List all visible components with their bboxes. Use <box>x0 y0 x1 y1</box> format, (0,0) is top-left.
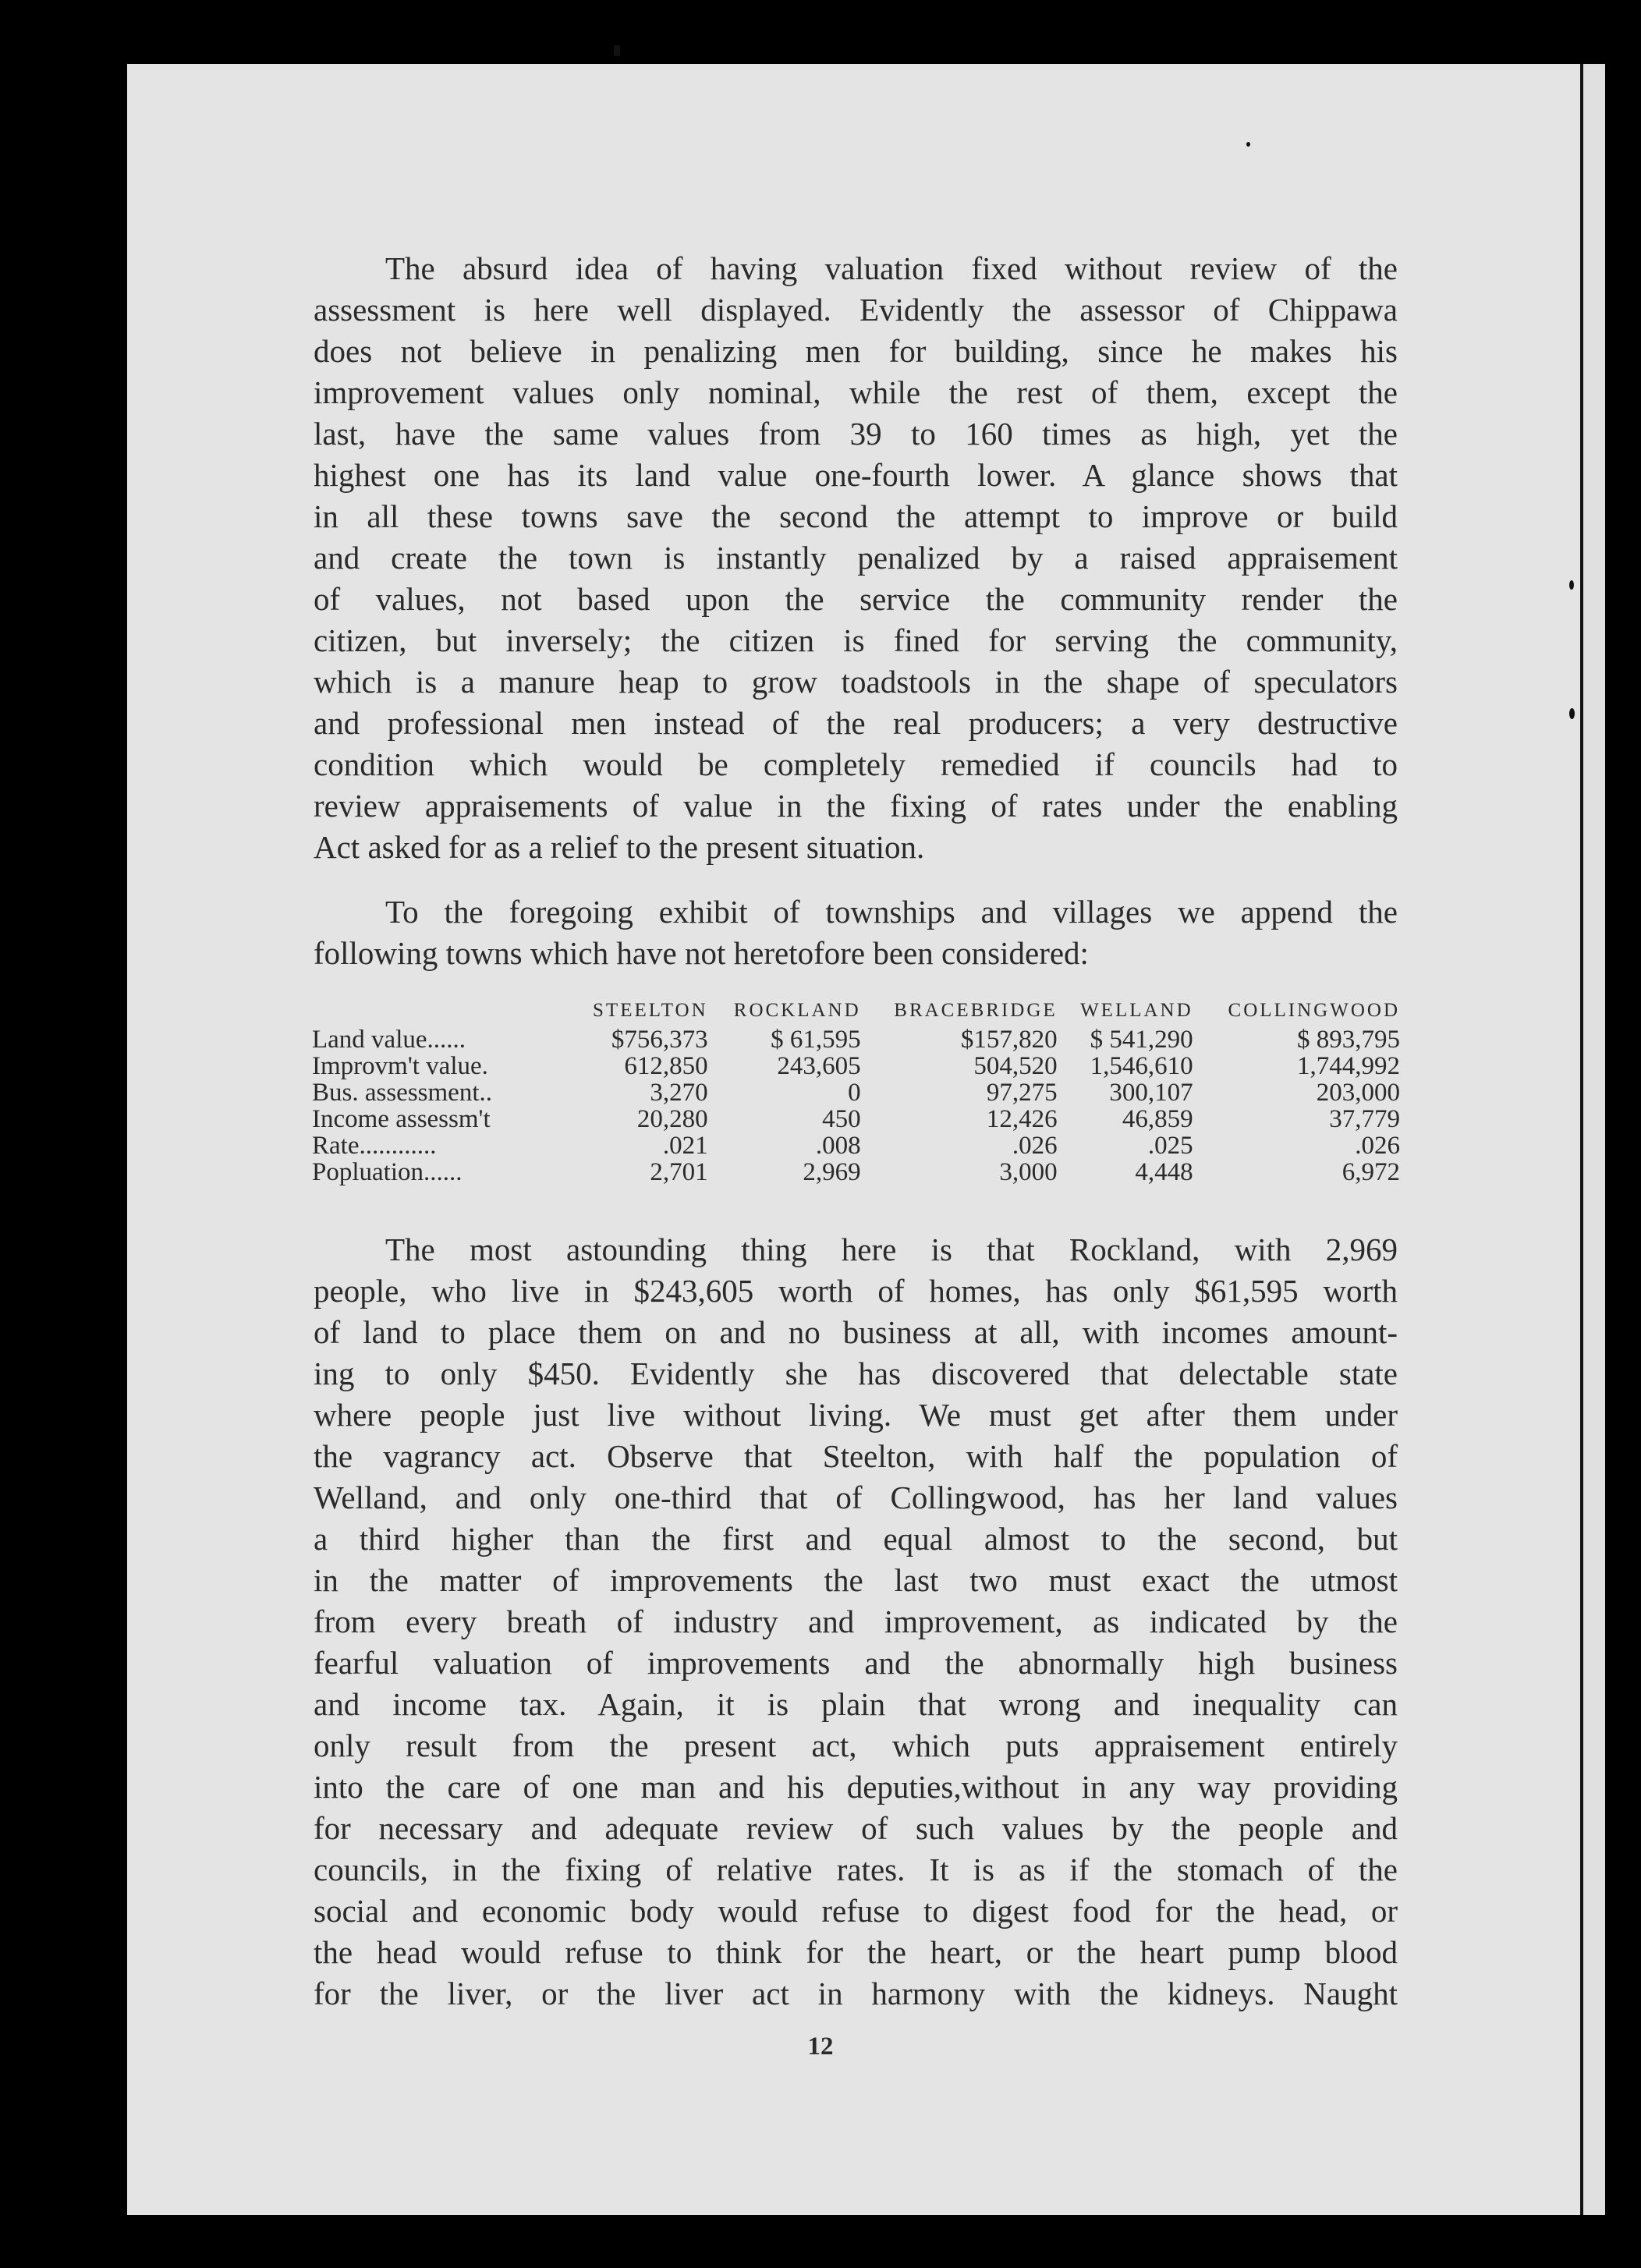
paragraph-1 <box>314 248 1398 868</box>
text-line: of land to place them on and no business at all, with incomes amount- <box>314 1314 1398 1350</box>
text-line: and income tax. Again, it is plain that wrong and inequality can <box>314 1686 1398 1722</box>
text-line: the vagrancy act. Observe that Steelton, with half the population of <box>314 1438 1398 1474</box>
table-cell: 612,850 <box>624 1052 708 1080</box>
text-line: citizen, but inversely; the citizen is fined for serving the community, <box>314 622 1398 658</box>
text-line: condition which would be completely remedied if councils had to <box>314 746 1398 782</box>
column-header: ROCKLAND <box>733 1000 861 1021</box>
table-cell: 3,000 <box>999 1158 1058 1186</box>
column-header: BRACEBRIDGE <box>894 1000 1058 1021</box>
scan-speck <box>1569 708 1575 719</box>
text-line: of values, not based upon the service the community render the <box>314 581 1398 617</box>
text-line: To the foregoing exhibit of townships and villages we append the <box>385 894 1398 930</box>
table-cell: 2,701 <box>650 1158 708 1186</box>
table-cell: 450 <box>822 1105 861 1133</box>
table-row <box>312 1053 1400 1079</box>
row-label: Popluation...... <box>312 1158 463 1186</box>
table-cell: 20,280 <box>636 1105 708 1133</box>
row-label: Land value...... <box>312 1026 466 1054</box>
adjacent-page-edge <box>1583 64 1605 2215</box>
table-cell: $ 61,595 <box>771 1026 861 1054</box>
table-cell: .026 <box>1012 1132 1058 1160</box>
table-cell: $ 541,290 <box>1090 1026 1193 1054</box>
row-label: Bus. assessment.. <box>312 1079 492 1107</box>
scan-speck <box>1569 580 1574 590</box>
table-cell: 37,779 <box>1329 1105 1400 1133</box>
table-cell: 0 <box>848 1079 861 1107</box>
text-line: for necessary and adequate review of such values by the people and <box>314 1810 1398 1846</box>
table-row <box>312 1159 1400 1185</box>
table-row <box>312 1106 1400 1132</box>
table-cell: 203,000 <box>1316 1079 1400 1107</box>
table-cell: .026 <box>1355 1132 1400 1160</box>
text-line: highest one has its land value one-fourth lower. A glance shows that <box>314 457 1398 493</box>
text-line: last, have the same values from 39 to 160 times as high, yet the <box>314 416 1398 452</box>
text-line: for the liver, or the liver act in harmony with the kidneys. Naught <box>314 1976 1398 2011</box>
text-line: fearful valuation of improvements and the abnormally high business <box>314 1645 1398 1681</box>
table-cell: 1,546,610 <box>1090 1052 1193 1080</box>
scan-speck <box>614 45 620 56</box>
text-line: improvement values only nominal, while the rest of them, except the <box>314 374 1398 410</box>
table-cell: $756,373 <box>611 1026 708 1054</box>
paragraph-3 <box>314 1229 1398 2015</box>
towns-statistics-table <box>312 1000 1400 1185</box>
table-cell: $ 893,795 <box>1297 1026 1400 1054</box>
table-cell: 3,270 <box>650 1079 708 1107</box>
table-cell: .021 <box>662 1132 708 1160</box>
text-line: ing to only $450. Evidently she has discovered that delectable state <box>314 1355 1398 1391</box>
table-row <box>312 1132 1400 1159</box>
text-line: assessment is here well displayed. Evidently the assessor of Chippawa <box>314 292 1398 328</box>
text-line: in all these towns save the second the attempt to improve or build <box>314 498 1398 534</box>
text-line: in the matter of improvements the last two must exact the utmost <box>314 1562 1398 1598</box>
table-cell: .008 <box>815 1132 861 1160</box>
column-header: COLLINGWOOD <box>1228 1000 1400 1021</box>
text-line: does not believe in penalizing men for building, since he makes his <box>314 333 1398 369</box>
row-label: Income assessm't <box>312 1105 491 1133</box>
text-line: from every breath of industry and improvement, as indicated by the <box>314 1604 1398 1639</box>
text-line: a third higher than the first and equal almost to the second, but <box>314 1521 1398 1557</box>
text-line: The absurd idea of having valuation fixed without review of the <box>385 250 1398 286</box>
row-label: Improvm't value. <box>312 1052 488 1080</box>
text-line: social and economic body would refuse to digest food for the head, or <box>314 1893 1398 1929</box>
table-row <box>312 1079 1400 1106</box>
text-line: people, who live in $243,605 worth of homes, has only $61,595 worth <box>314 1273 1398 1309</box>
table-corner <box>312 1000 569 1026</box>
table-cell: 4,448 <box>1135 1158 1193 1186</box>
table-row <box>312 1026 1400 1053</box>
table-cell: 2,969 <box>803 1158 861 1186</box>
text-line: Welland, and only one-third that of Collingwood, has her land values <box>314 1480 1398 1515</box>
table-cell: 6,972 <box>1342 1158 1400 1186</box>
table-cell: 97,275 <box>986 1079 1058 1107</box>
scan-speck <box>1246 142 1250 147</box>
table-cell: 243,605 <box>777 1052 861 1080</box>
text-line: the head would refuse to think for the heart, or the heart pump blood <box>314 1934 1398 1970</box>
text-line: following towns which have not heretofore been considered: <box>314 935 1089 971</box>
text-line: where people just live without living. We must get after them under <box>314 1397 1398 1433</box>
table-cell: $157,820 <box>960 1026 1058 1054</box>
table-cell: 46,859 <box>1122 1105 1193 1133</box>
text-line: councils, in the fixing of relative rates. It is as if the stomach of the <box>314 1852 1398 1887</box>
text-line: which is a manure heap to grow toadstools in the shape of speculators <box>314 664 1398 700</box>
text-line: into the care of one man and his deputies,without in any way providing <box>314 1769 1398 1805</box>
text-line: and professional men instead of the real producers; a very destructive <box>314 705 1398 741</box>
table-cell: .025 <box>1147 1132 1193 1160</box>
column-header: STEELTON <box>593 1000 708 1021</box>
paragraph-2 <box>314 891 1398 974</box>
row-label: Rate............ <box>312 1132 437 1160</box>
page-number: 12 <box>807 2032 834 2061</box>
table-header-row <box>312 1000 1400 1026</box>
table-cell: 300,107 <box>1109 1079 1193 1107</box>
text-line: review appraisements of value in the fixing of rates under the enabling <box>314 788 1398 824</box>
column-header: WELLAND <box>1080 1000 1193 1021</box>
text-line: and create the town is instantly penalized by a raised appraisement <box>314 540 1398 576</box>
table-cell: 12,426 <box>986 1105 1058 1133</box>
table-cell: 504,520 <box>973 1052 1058 1080</box>
table-cell: 1,744,992 <box>1297 1052 1400 1080</box>
text-line: Act asked for as a relief to the present situation. <box>314 829 925 865</box>
text-line: only result from the present act, which puts appraisement entirely <box>314 1728 1398 1763</box>
text-line: The most astounding thing here is that Rockland, with 2,969 <box>385 1231 1398 1267</box>
